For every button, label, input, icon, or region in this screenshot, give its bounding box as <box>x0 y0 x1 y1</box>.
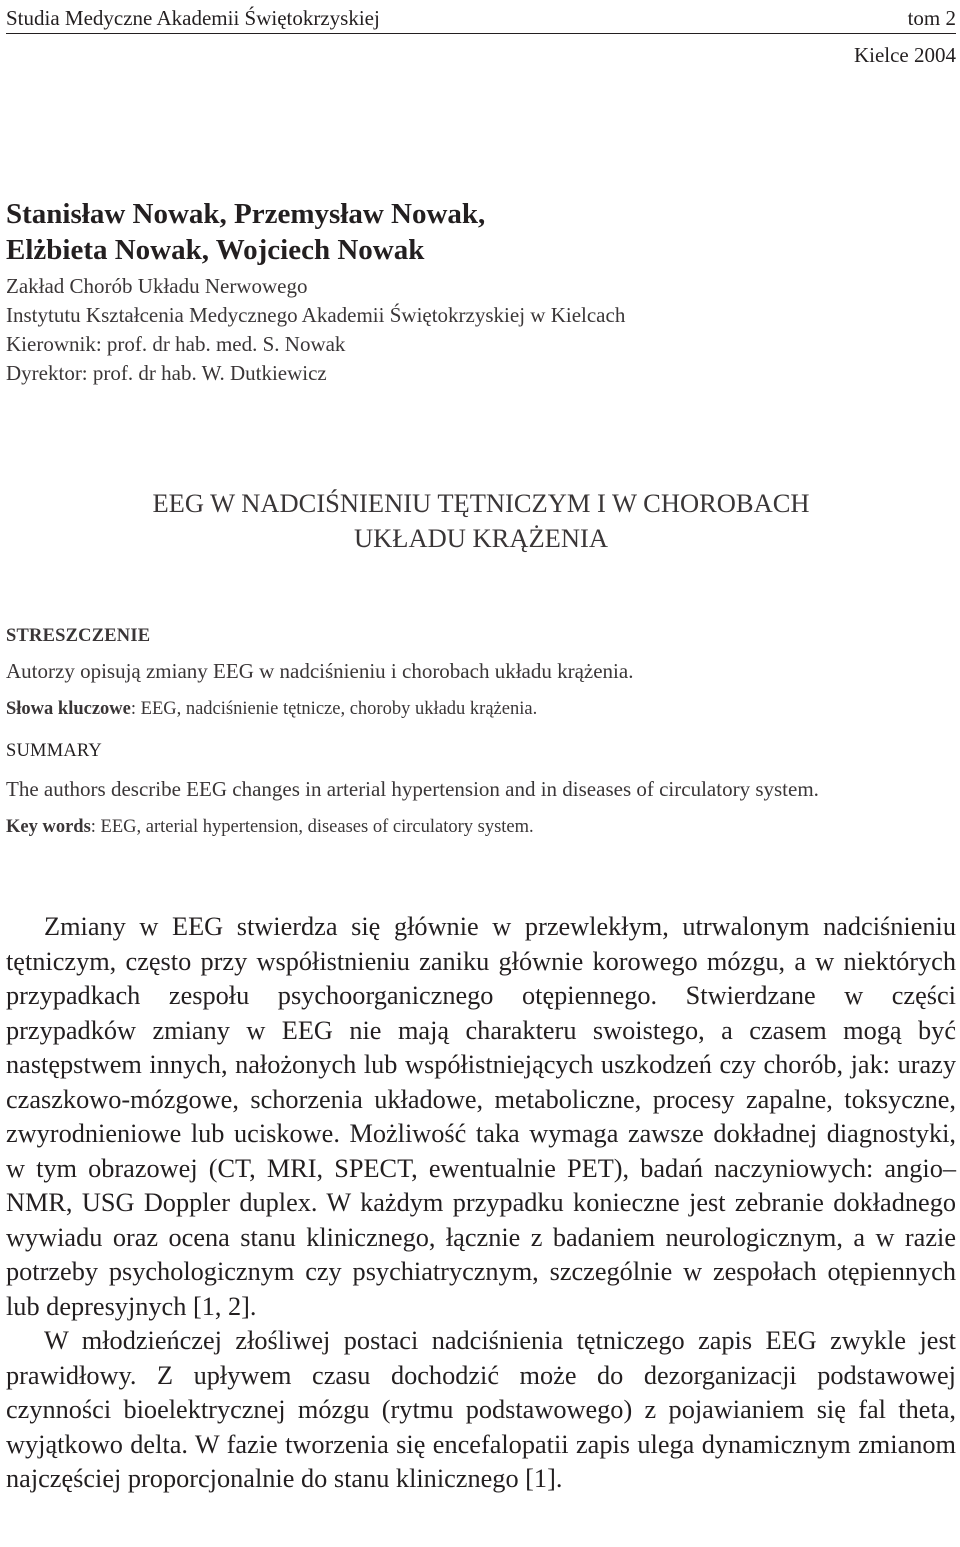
article-title <box>6 486 956 556</box>
body-paragraph-2: W młodzieńczej złośliwej postaci nadciśnienia tętniczego zapis EEG zwykle jest prawidłowy. Z upływem czasu dochodzić może do dezorganizacji podstawowej czynności bioelektrycznej mózgu (rytmu podstawowego) z pojawianiem się fal theta, wyjątkowo delta. W fazie tworzenia się encefalopatii zapis ulega dynamicznym zmianom najczęściej proporcjonalnie do stanu klinicznego [1]. <box>6 1326 956 1493</box>
keywords-en <box>6 815 534 839</box>
keywords-en-values: : EEG, arterial hypertension, diseases of circulatory system. <box>90 817 534 837</box>
article-title-line-2: UKŁADU KRĄŻENIA <box>354 523 608 553</box>
keywords-pl-values: : EEG, nadciśnienie tętnicze, choroby układu krążenia. <box>130 699 538 719</box>
volume-number: tom 2 <box>907 6 956 30</box>
affiliation-institute: Instytutu Kształcenia Medycznego Akademii Świętokrzyskiej w Kielcach <box>6 303 626 327</box>
running-header <box>6 5 956 34</box>
affiliation-director: Dyrektor: prof. dr hab. W. Dutkiewicz <box>6 361 327 385</box>
author-list <box>6 196 485 268</box>
affiliation-block <box>6 272 625 388</box>
keywords-en-label: Key words <box>6 817 91 837</box>
body-text <box>6 910 956 1497</box>
authors-line-2: Elżbieta Nowak, Wojciech Nowak <box>6 234 425 266</box>
affiliation-head: Kierownik: prof. dr hab. med. S. Nowak <box>6 332 346 356</box>
abstract-en-heading: SUMMARY <box>6 741 102 761</box>
abstract-pl-heading: STRESZCZENIE <box>6 626 151 646</box>
place-year: Kielce 2004 <box>853 43 956 67</box>
authors-line-1: Stanisław Nowak, Przemysław Nowak, <box>6 198 486 230</box>
abstract-pl-text: Autorzy opisują zmiany EEG w nadciśnieniu i chorobach układu krążenia. <box>6 659 634 683</box>
keywords-pl-label: Słowa kluczowe <box>6 699 131 719</box>
journal-name: Studia Medyczne Akademii Świętokrzyskiej <box>6 6 380 30</box>
keywords-pl <box>6 697 537 721</box>
abstract-en-text: The authors describe EEG changes in arterial hypertension and in diseases of circulatory system. <box>6 777 819 801</box>
article-title-line-1: EEG W NADCIŚNIENIU TĘTNICZYM I W CHOROBACH <box>152 488 810 518</box>
affiliation-department: Zakład Chorób Układu Nerwowego <box>6 274 308 298</box>
body-paragraph-1: Zmiany w EEG stwierdza się głównie w przewlekłym, utrwalonym nadciśnieniu tętniczym, często przy współistnieniu zaniku głównie korowego mózgu, a w niektórych przypadkach zespołu psychoorganicznego otępiennego. Stwierdzane w części przypadków zmiany w EEG nie mają charakteru swoistego, a czasem mogą być następstwem innych, nałożonych lub współistniejących uszkodzeń czy chorób, jak: urazy czaszkowo-mózgowe, schorzenia układowe, metaboliczne, procesy zapalne, toksyczne, zwyrodnieniowe lub uciskowe. Możliwość taka wymaga zawsze dokładnej diagnostyki, w tym obrazowej (CT, MRI, SPECT, ewentualnie PET), badań naczyniowych: angio–NMR, USG Doppler duplex. W każdym przypadku konieczne jest zebranie dokładnego wywiadu oraz ocena stanu klinicznego, łącznie z badaniem neurologicznym, a w razie potrzeby psychologicznym czy psychiatrycznym, szczególnie w zespołach otępiennych lub depresyjnych [1, 2]. <box>6 912 956 1321</box>
